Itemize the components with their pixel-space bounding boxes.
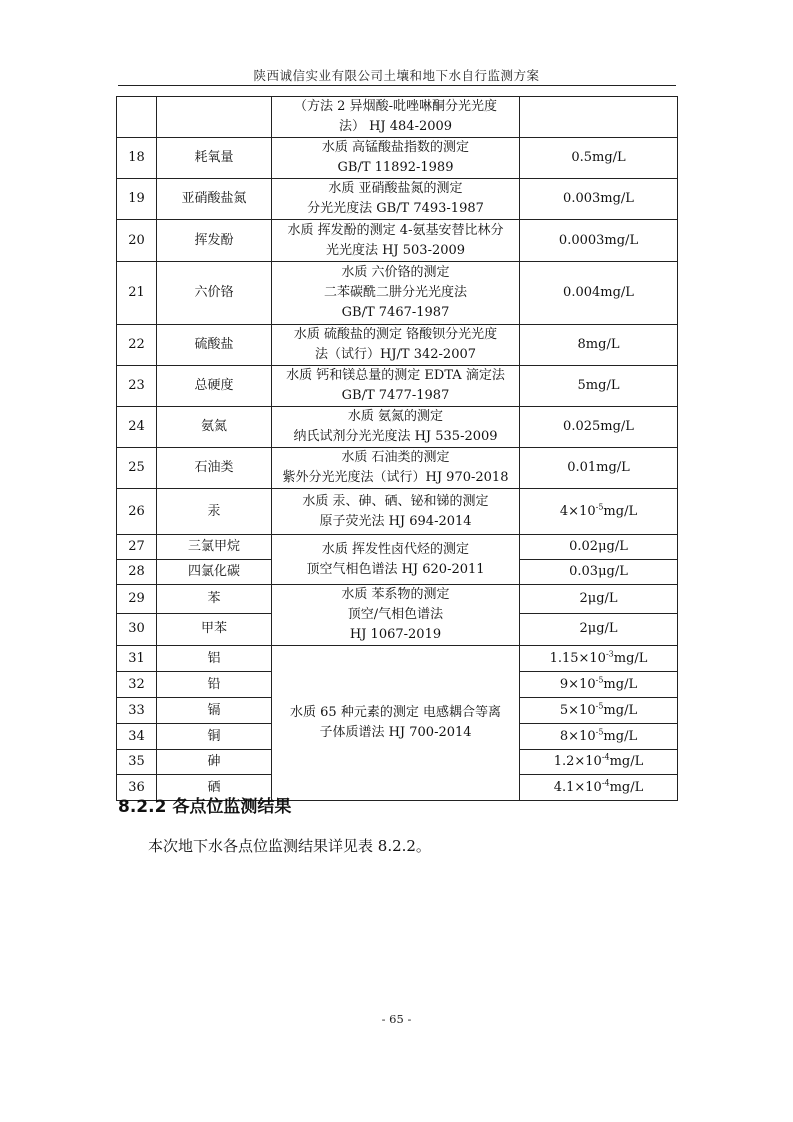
row-number: 21: [117, 262, 157, 325]
table-row: [117, 179, 678, 220]
method-cell: 水质 六价铬的测定 二苯碳酰二肼分光光度法 GB/T 7467-1987: [272, 262, 520, 325]
item-name: 硒: [157, 775, 272, 801]
table-row: [117, 585, 678, 614]
row-number: 23: [117, 366, 157, 407]
item-name: 耗氧量: [157, 138, 272, 179]
row-number: 19: [117, 179, 157, 220]
detection-limit: $4\times 10^{-5}mg/L$: [520, 489, 678, 535]
body-paragraph: 本次地下水各点位监测结果详见表 8.2.2。: [148, 837, 431, 855]
method-cell: 水质 钙和镁总量的测定 EDTA 滴定法 GB/T 7477-1987: [272, 366, 520, 407]
detection-limit: $9\times 10^{-5}mg/L$: [520, 672, 678, 698]
table-row: [117, 138, 678, 179]
table-row: [117, 448, 678, 489]
method-cell: 水质 挥发酚的测定 4-氨基安替比林分 光光度法 HJ 503-2009: [272, 220, 520, 262]
detection-limit: $4.1\times 10^{-4}mg/L$: [520, 775, 678, 801]
method-cell: 水质 氨氮的测定 纳氏试剂分光光度法 HJ 535-2009: [272, 407, 520, 448]
item-name: 三氯甲烷: [157, 535, 272, 560]
method-cell: 水质 亚硝酸盐氮的测定 分光光度法 GB/T 7493-1987: [272, 179, 520, 220]
table-row: [117, 535, 678, 560]
detection-limit: 0.03μg/L: [520, 560, 678, 585]
method-cell: （方法 2 异烟酸-吡唑啉酮分光光度 法） HJ 484-2009: [272, 97, 520, 138]
detection-limit: 0.004mg/L: [520, 262, 678, 325]
method-cell: 水质 挥发性卤代烃的测定 顶空气相色谱法 HJ 620-2011: [272, 535, 520, 585]
row-number: 34: [117, 724, 157, 750]
row-number: 31: [117, 646, 157, 672]
item-name: 挥发酚: [157, 220, 272, 262]
detection-limit: 8mg/L: [520, 325, 678, 366]
detection-limit: $8\times 10^{-5}mg/L$: [520, 724, 678, 750]
row-number: 28: [117, 560, 157, 585]
row-number: 26: [117, 489, 157, 535]
method-cell: 水质 苯系物的测定 顶空/气相色谱法 HJ 1067-2019: [272, 585, 520, 646]
item-name: 铅: [157, 672, 272, 698]
detection-limit: 5mg/L: [520, 366, 678, 407]
detection-limit: 0.025mg/L: [520, 407, 678, 448]
item-name: 镉: [157, 698, 272, 724]
item-name: 苯: [157, 585, 272, 614]
detection-limit: $1.15\times 10^{-3}mg/L$: [520, 646, 678, 672]
row-number: 32: [117, 672, 157, 698]
item-name: 砷: [157, 750, 272, 775]
item-name: 四氯化碳: [157, 560, 272, 585]
table-row: [117, 262, 678, 325]
detection-limit: 0.003mg/L: [520, 179, 678, 220]
table-row: [117, 489, 678, 535]
table-row: [117, 97, 678, 138]
item-name: 总硬度: [157, 366, 272, 407]
detection-limit: 2μg/L: [520, 613, 678, 645]
item-name: 石油类: [157, 448, 272, 489]
table-row: [117, 366, 678, 407]
detection-limit: 0.02μg/L: [520, 535, 678, 560]
detection-limit: 0.0003mg/L: [520, 220, 678, 262]
row-number: 18: [117, 138, 157, 179]
page-number: - 65 -: [381, 1012, 412, 1026]
item-name: 氨氮: [157, 407, 272, 448]
item-name: 硫酸盐: [157, 325, 272, 366]
row-number: 35: [117, 750, 157, 775]
table-row: [117, 407, 678, 448]
table-row: [117, 646, 678, 672]
method-cell: 水质 硫酸盐的测定 铬酸钡分光光度 法（试行）HJ/T 342-2007: [272, 325, 520, 366]
table-row: [117, 220, 678, 262]
row-number: 30: [117, 613, 157, 645]
item-name: 六价铬: [157, 262, 272, 325]
method-cell: 水质 汞、砷、硒、铋和锑的测定 原子荧光法 HJ 694-2014: [272, 489, 520, 535]
page-header: 陕西诚信实业有限公司土壤和地下水自行监测方案: [253, 68, 540, 83]
monitoring-method-table: [116, 96, 678, 801]
row-number: 33: [117, 698, 157, 724]
method-cell: 水质 高锰酸盐指数的测定 GB/T 11892-1989: [272, 138, 520, 179]
row-number: 25: [117, 448, 157, 489]
table-row: [117, 325, 678, 366]
row-number: 36: [117, 775, 157, 801]
item-name: 铝: [157, 646, 272, 672]
detection-limit: 0.5mg/L: [520, 138, 678, 179]
detection-limit: 0.01mg/L: [520, 448, 678, 489]
detection-limit: $5\times 10^{-5}mg/L$: [520, 698, 678, 724]
row-number: 29: [117, 585, 157, 614]
header-rule: [118, 85, 676, 86]
item-name: 甲苯: [157, 613, 272, 645]
detection-limit: $1.2\times 10^{-4}mg/L$: [520, 750, 678, 775]
method-cell: 水质 石油类的测定 紫外分光光度法（试行）HJ 970-2018: [272, 448, 520, 489]
item-name: 汞: [157, 489, 272, 535]
row-number: 27: [117, 535, 157, 560]
detection-limit: 2μg/L: [520, 585, 678, 614]
row-number: [117, 97, 157, 138]
item-name: [157, 97, 272, 138]
section-title: 8.2.2 各点位监测结果: [118, 797, 292, 817]
method-cell: 水质 65 种元素的测定 电感耦合等离 子体质谱法 HJ 700-2014: [272, 646, 520, 801]
item-name: 亚硝酸盐氮: [157, 179, 272, 220]
row-number: 22: [117, 325, 157, 366]
row-number: 24: [117, 407, 157, 448]
row-number: 20: [117, 220, 157, 262]
detection-limit: [520, 97, 678, 138]
item-name: 铜: [157, 724, 272, 750]
